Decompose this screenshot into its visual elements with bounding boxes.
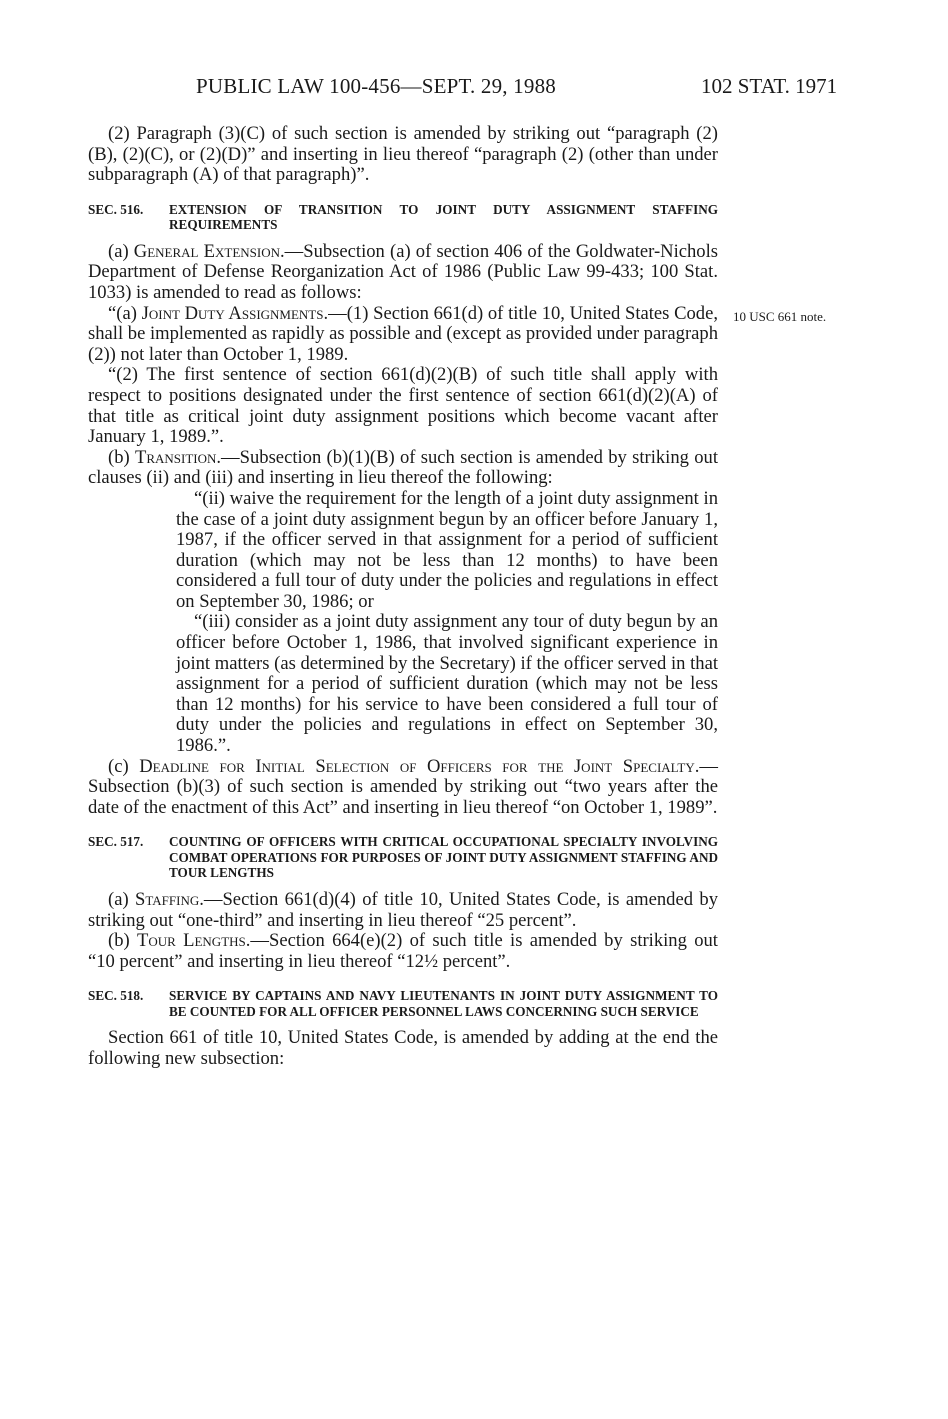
subsection-516-c: (c) Deadline for Initial Selection of Officers for the Joint Specialty.—Subsection (b)(3) of such section is amended by striking out “two years after the date of the enactment of this Act” and inserting in lieu thereof “on October 1, 1989”. <box>88 755 718 818</box>
subsection-heading: Staffing. <box>135 888 204 910</box>
section-number: SEC. 516. <box>88 201 144 217</box>
paragraph-intro: (2) Paragraph (3)(C) of such section is amended by striking out “paragraph (2)(B), (2)(C), or (2)(D)” and inserting in lieu thereof “paragraph (2) (other than under subparagraph (A) of that paragraph)”. <box>88 123 718 186</box>
subsection-heading: Joint Duty Assignments. <box>141 302 329 324</box>
header-title: PUBLIC LAW 100-456—SEPT. 29, 1988 <box>196 74 556 98</box>
section-title: SERVICE BY CAPTAINS AND NAVY LIEUTENANTS IN JOINT DUTY ASSIGNMENT TO BE COUNTED FOR ALL OFFICER PERSONNEL LAWS CONCERNING SUCH SERVICE <box>169 988 718 1019</box>
quoted-clause-iii: “(iii) consider as a joint duty assignment any tour of duty begun by an officer before October 1, 1986, that involved significant experience in joint matters (as determined by the Secretary) if the officer served in that assignment for a period of sufficient duration (which may not be less than 12 months) for his service to have been considered a full tour of duty under the policies and regulations in effect on September 30, 1986.”. <box>176 611 718 757</box>
section-heading-518 <box>88 988 718 1019</box>
section-heading-516 <box>88 202 718 233</box>
section-number: SEC. 518. <box>88 988 144 1004</box>
subsection-517-b: (b) Tour Lengths.—Section 664(e)(2) of such title is amended by striking out “10 percent” and inserting in lieu thereof “12½ percent”. <box>88 930 718 972</box>
section-title: COUNTING OF OFFICERS WITH CRITICAL OCCUPATIONAL SPECIALTY INVOLVING COMBAT OPERATIONS FOR PURPOSES OF JOINT DUTY ASSIGNMENT STAFFING AND TOUR LENGTHS <box>169 834 718 881</box>
section-title: EXTENSION OF TRANSITION TO JOINT DUTY ASSIGNMENT STAFFING REQUIREMENTS <box>169 201 718 233</box>
subsection-517-a: (a) Staffing.—Section 661(d)(4) of title 10, United States Code, is amended by striking out “one-third” and inserting in lieu thereof “25 percent”. <box>88 888 718 931</box>
margin-citation-note: 10 USC 661 note. <box>733 309 827 324</box>
section-518-text: Section 661 of title 10, United States Code, is amended by adding at the end the following new subsection: <box>88 1027 718 1069</box>
section-heading-517 <box>88 834 718 881</box>
subsection-heading: General Extension. <box>133 240 285 262</box>
header-stat-page: 102 STAT. 1971 <box>701 74 838 98</box>
subsection-heading: Transition. <box>134 446 222 468</box>
subsection-heading: Deadline for Initial Selection of Officers for the Joint Specialty. <box>139 755 700 777</box>
subsection-516-a: (a) General Extension.—Subsection (a) of section 406 of the Goldwater-Nichols Department of Defense Reorganization Act of 1986 (Public Law 99-433; 100 Stat. 1033) is amended to read as follows: <box>88 240 718 303</box>
body-column <box>88 124 718 1069</box>
quoted-subsection-a: “(a) Joint Duty Assignments.—(1) Section 661(d) of title 10, United States Code, shall be implemented as rapidly as possible and (except as provided under paragraph (2)) not later than October 1, 1989. <box>88 302 718 365</box>
quoted-clause-ii: “(ii) waive the requirement for the length of a joint duty assignment in the case of a joint duty assignment begun by an officer before January 1, 1987, if the officer served in that assignment for a period of sufficient duration (which may not be less than 12 months) to have been considered a full tour of duty under the policies and regulations in effect on September 30, 1986; or <box>176 487 718 612</box>
subsection-516-b: (b) Transition.—Subsection (b)(1)(B) of such section is amended by striking out clauses (ii) and (iii) and inserting in lieu thereof the following: <box>88 446 718 489</box>
subsection-heading: Tour Lengths. <box>137 930 251 952</box>
section-number: SEC. 517. <box>88 834 144 850</box>
running-header <box>0 74 948 104</box>
quoted-paragraph-2: “(2) The first sentence of section 661(d)(2)(B) of such title shall apply with respect to positions designated under the first sentence of section 661(d)(2)(A) of that title as critical joint duty assignment positions which become vacant after January 1, 1989.”. <box>88 364 718 448</box>
